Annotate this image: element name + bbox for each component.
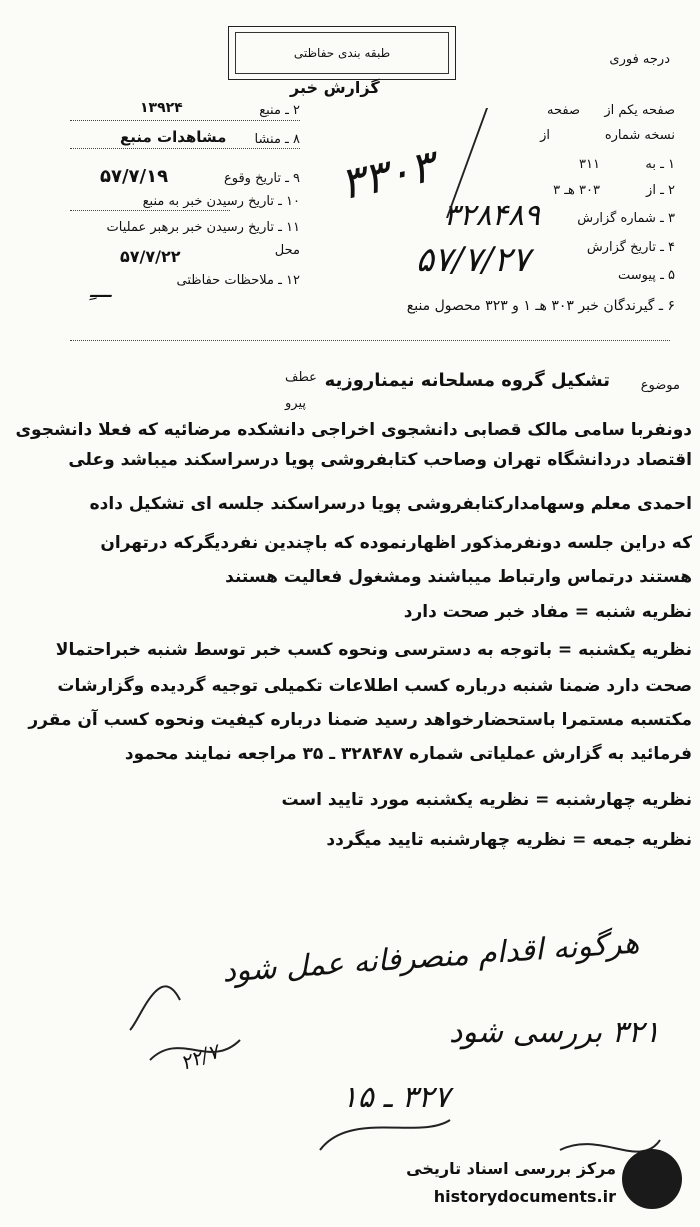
field-label: محل [274, 243, 300, 258]
form-title: گزارش خبر [290, 78, 380, 97]
field-value: ۵۷/۷/۱۹ [100, 166, 169, 187]
handwritten-note: ۳۲۱ بررسی شود [449, 1015, 660, 1050]
body-line: دونفربا سامی مالک قصابی دانشجوی اخراجی دانشکده مرضائیه که فعلا دانشجوی [15, 420, 692, 440]
subject-label: موضوع [640, 378, 680, 393]
watermark-url: historydocuments.ir [433, 1187, 616, 1206]
field-label: ۲ ـ از [646, 183, 675, 198]
field-label: نسخه شماره [604, 128, 675, 143]
evaluation-line: نظریه شنبه = مفاد خبر صحت دارد [403, 602, 692, 622]
evaluation-line: نظریه یکشنبه = باتوجه به دسترسی ونحوه کسب خبر توسط شنبه خبراحتمالا [55, 640, 692, 660]
urgency-label: درجه فوری [609, 52, 670, 67]
archive-logo-icon [622, 1149, 682, 1209]
field-label: ۱ ـ به [645, 157, 675, 172]
field-label: ۱۲ ـ ملاحظات حفاظتی [176, 273, 300, 288]
field-label: ۹ ـ تاریخ وقوع [223, 171, 300, 186]
body-line: اقتصاد دردانشگاه تهران وصاحب کتابفروشی پویا درسراسکند میباشد وعلی [68, 450, 692, 470]
handwritten-code: ٣٣٠٣ [335, 140, 439, 211]
body-line: که دراین جلسه دونفرمذکور اظهارنموده که باچندین نفردیگرکه درتهران [100, 533, 692, 553]
body-line: هستند درتماس وارتباط میباشند ومشغول فعالیت هستند [225, 567, 692, 587]
reference-label: عطف [285, 370, 317, 385]
evaluation-line: فرمائید به گزارش عملیاتی شماره ۳۲۸۴۸۷ ـ ۳۵ مراجعه نمایند محمود [124, 744, 692, 764]
handwritten-note: ۳۲۷ ـ ۱۵ [341, 1080, 450, 1115]
field-value: ۱۳۹۲۴ [140, 100, 183, 116]
handwritten-note: هرگونه اقدام منصرفانه عمل شود [221, 925, 641, 990]
evaluation-line: نظریه چهارشنبه = نظریه یکشنبه مورد تایید است [281, 790, 692, 810]
field-label: ۲ ـ منبع [259, 103, 300, 118]
archive-watermark [392, 1143, 682, 1219]
report-number: ۳۲۸۴۸۹ [443, 198, 540, 233]
field-value: مشاهدات منبع [120, 128, 227, 146]
stamp-text: طبقه بندی حفاظتی [293, 46, 391, 60]
field-label: ۸ ـ منشا [254, 132, 300, 147]
field-value: ۵۷/۷/۲۲ [120, 247, 181, 266]
field-label: ۱۱ ـ تاریخ رسیدن خبر برهبر عملیات [106, 220, 300, 235]
subject-value: تشکیل گروه مسلحانه نیمناروزیه [324, 370, 610, 391]
field-value: صفحه [547, 103, 580, 118]
field-label: ۱۰ ـ تاریخ رسیدن خبر به منبع [142, 194, 300, 209]
field-label: ۵ ـ پیوست [618, 268, 675, 283]
field-value: از [540, 128, 550, 143]
classification-stamp [228, 26, 456, 80]
field-label: صفحه یکم از [604, 103, 675, 118]
body-line: احمدی معلم وسهامدارکتابفروشی پویا درسراسکند جلسه ای تشکیل داده [89, 494, 692, 514]
watermark-text: مرکز بررسی اسناد تاریخی [406, 1159, 616, 1178]
handwritten-mark: ـــِ [90, 275, 112, 303]
evaluation-line: صحت دارد ضمنا شنبه درباره کسب اطلاعات تکمیلی توجیه گردیده وگزارشات [57, 676, 692, 696]
field-value: ۳۱۱ [579, 157, 600, 172]
evaluation-line: نظریه جمعه = نظریه چهارشنبه تایید میگردد [326, 830, 692, 850]
handwritten-date: ۲۲/۷ [177, 1039, 222, 1075]
report-date: ۵۷/۷/۲۷ [415, 240, 530, 280]
field-value: ۳۰۳ هـ ۳ [553, 183, 600, 198]
field-label: ۳ ـ شماره گزارش [577, 211, 675, 226]
reference-value: پیرو [285, 396, 306, 411]
recipients-line: ۶ ـ گیرندگان خبر ۳۰۳ هـ ۱ و ۳۲۳ محصول منبع [406, 298, 675, 314]
field-label: ۴ ـ تاریخ گزارش [586, 240, 675, 255]
evaluation-line: مکتسبه مستمرا باستحضارخواهد رسید ضمنا درباره کیفیت ونحوه کسب آن مقرر [28, 710, 692, 730]
